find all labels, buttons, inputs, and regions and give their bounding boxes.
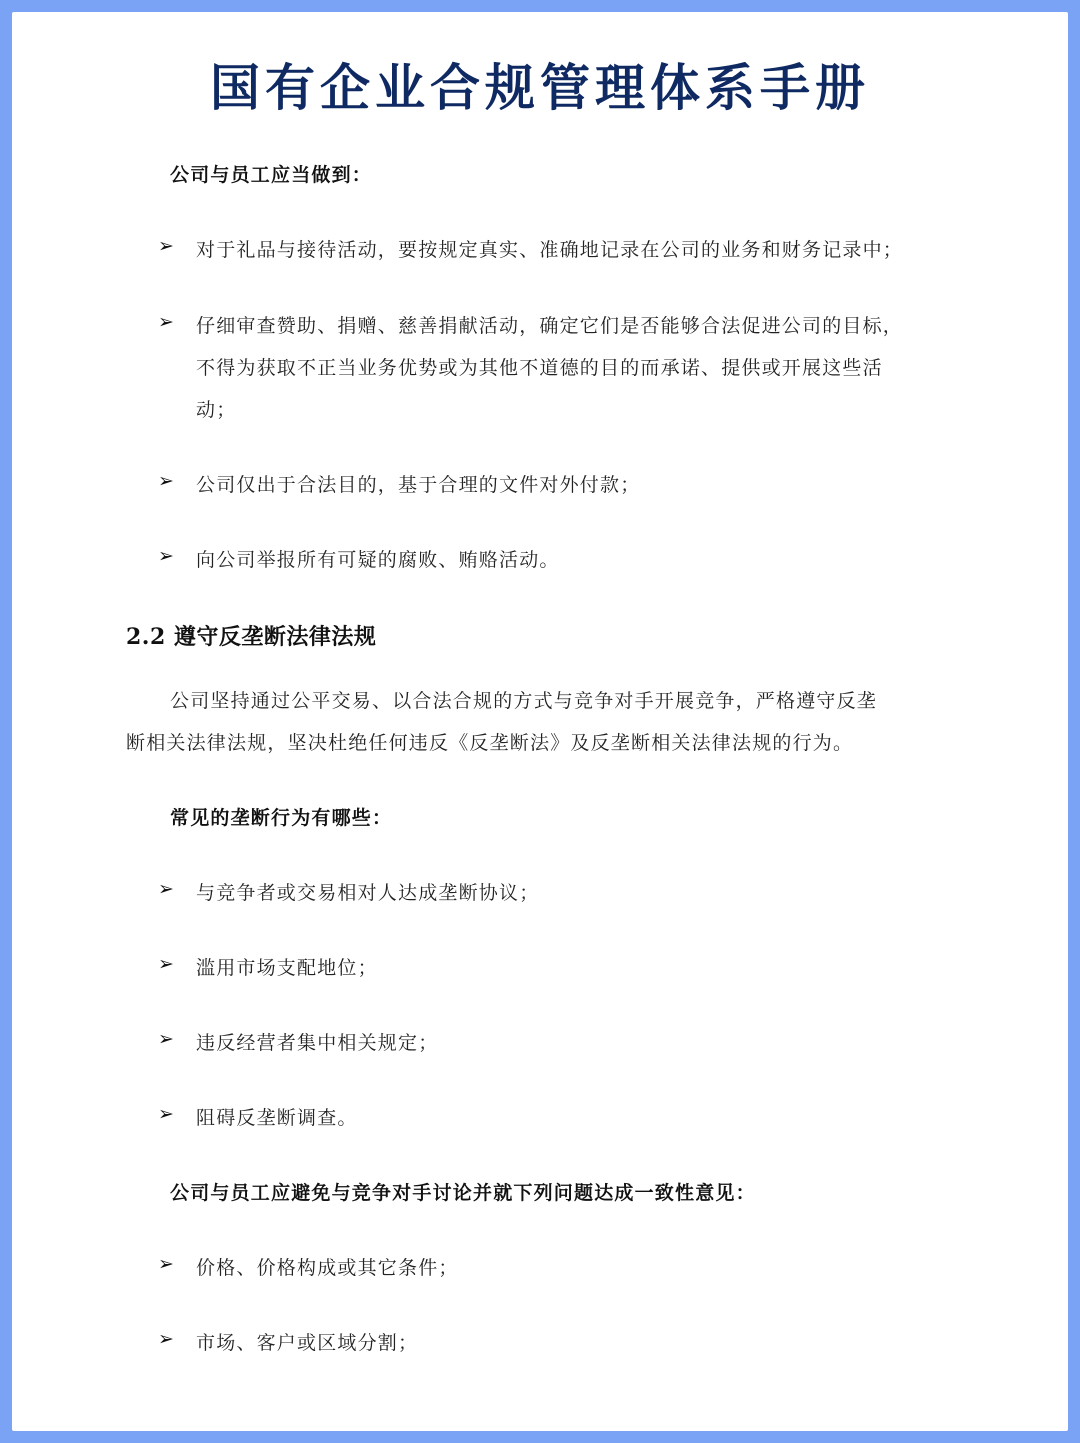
list-item: 公司仅出于合法目的，基于合理的文件对外付款； — [196, 474, 641, 496]
paragraph-line: 断相关法律法规，坚决杜绝任何违反《反垄断法》及反垄断相关法律法规的行为。 — [126, 732, 854, 754]
bullet-icon: ➢ — [158, 1028, 174, 1050]
bullet-icon: ➢ — [158, 878, 174, 900]
list-item-continuation: 动； — [196, 399, 237, 421]
bullet-icon: ➢ — [158, 1103, 174, 1125]
page-title: 国有企业合规管理体系手册 — [210, 59, 870, 117]
bullet-icon: ➢ — [158, 235, 174, 257]
paragraph-line: 公司坚持通过公平交易、以合法合规的方式与竞争对手开展竞争，严格遵守反垄 — [170, 690, 878, 712]
document-page — [12, 12, 1068, 1431]
list-item: 阻碍反垄断调查。 — [196, 1107, 358, 1129]
subheading-monopoly-behaviors: 常见的垄断行为有哪些： — [170, 807, 393, 829]
bullet-icon: ➢ — [158, 470, 174, 492]
list-item: 向公司举报所有可疑的腐败、贿赂活动。 — [196, 549, 560, 571]
list-item-continuation: 不得为获取不正当业务优势或为其他不道德的目的而承诺、提供或开展这些活 — [196, 357, 883, 379]
list-item: 违反经营者集中相关规定； — [196, 1032, 439, 1054]
section2-heading: 2.2 遵守反垄断法律法规 — [126, 624, 377, 650]
list-item: 滥用市场支配地位； — [196, 957, 378, 979]
list-item: 价格、价格构成或其它条件； — [196, 1257, 459, 1279]
list-item: 对于礼品与接待活动，要按规定真实、准确地记录在公司的业务和财务记录中； — [196, 239, 904, 261]
list-item: 仔细审查赞助、捐赠、慈善捐献活动，确定它们是否能够合法促进公司的目标， — [196, 315, 904, 337]
section1-heading: 公司与员工应当做到： — [170, 164, 373, 186]
bullet-icon: ➢ — [158, 311, 174, 333]
bullet-icon: ➢ — [158, 545, 174, 567]
list-item: 与竞争者或交易相对人达成垄断协议； — [196, 882, 540, 904]
bullet-icon: ➢ — [158, 1253, 174, 1275]
bullet-icon: ➢ — [158, 953, 174, 975]
subheading-avoid-discussion: 公司与员工应避免与竞争对手讨论并就下列问题达成一致性意见： — [170, 1182, 756, 1204]
list-item: 市场、客户或区域分割； — [196, 1332, 419, 1354]
bullet-icon: ➢ — [158, 1328, 174, 1350]
